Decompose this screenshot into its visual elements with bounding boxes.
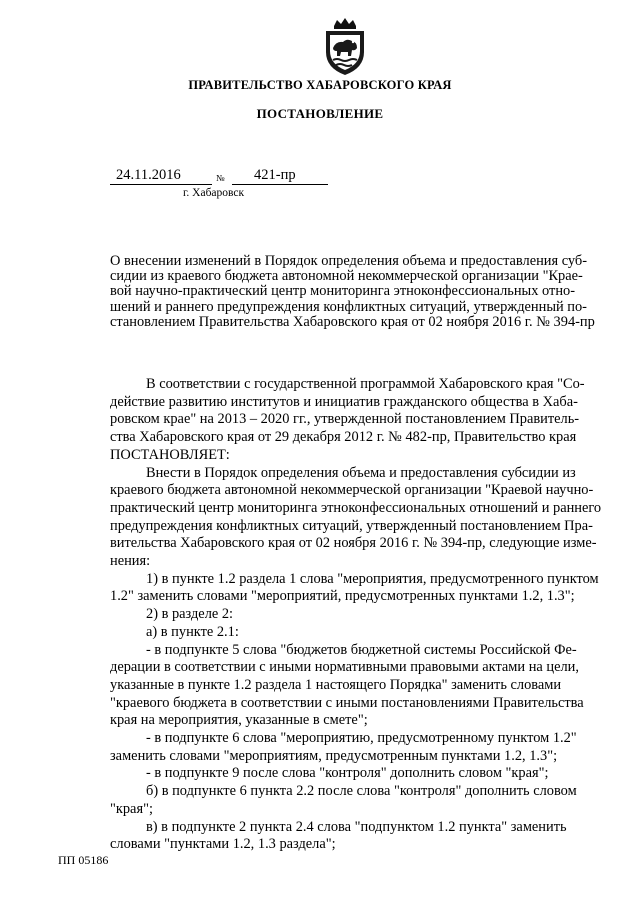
body-line: - в подпункте 9 после слова "контроля" дополнить словом "края"; [146, 765, 549, 782]
body-line: нения: [110, 553, 151, 570]
document-number: 421-пр [232, 167, 328, 185]
document-type-title: ПОСТАНОВЛЕНИЕ [256, 106, 384, 121]
body-line: практический центр мониторинга этноконфессиональных отношений и раннего [110, 499, 602, 516]
body-line: - в подпункте 5 слова "бюджетов бюджетной системы Российской Фе- [146, 641, 577, 658]
body-line: заменить словами "мероприятиям, предусмотренным пунктами 1.2, 1.3"; [110, 747, 558, 764]
body-line: 1.2" заменить словами "мероприятий, предусмотренных пунктами 1.2, 1.3"; [110, 588, 575, 605]
document-city: г. Хабаровск [183, 187, 245, 199]
body-line: словами "пунктами 1.2, 1.3 раздела"; [110, 836, 336, 853]
body-line: в) в подпункте 2 пункта 2.4 слова "подпунктом 1.2 пункта" заменить [146, 818, 567, 835]
body-line: 2) в разделе 2: [146, 606, 234, 623]
document-body [110, 376, 610, 854]
document-date: 24.11.2016 [110, 167, 212, 185]
body-line: В соответствии с государственной программой Хабаровского края "Со- [146, 376, 585, 392]
body-line: "краевого бюджета в соответствии с иными постановлениями Правительства [110, 694, 584, 711]
body-line: 1) в пункте 1.2 раздела 1 слова "мероприятия, предусмотренного пунктом [146, 570, 599, 587]
body-line: указанные в пункте 1.2 раздела 1 настоящего Порядка" заменить словами [110, 676, 562, 693]
subject-line: О внесении изменений в Порядок определения объема и предоставления суб- [110, 253, 588, 269]
body-line: краевого бюджета автономной некоммерческой организации "Краевой научно- [110, 482, 594, 499]
subject-line: становлением Правительства Хабаровского края от 02 ноября 2016 г. № 394-пр [110, 313, 595, 330]
body-line: "края"; [110, 800, 153, 817]
body-line: а) в пункте 2.1: [146, 623, 239, 640]
number-sign: № [216, 173, 225, 183]
body-line: ПОСТАНОВЛЯЕТ: [110, 446, 230, 463]
subject-line: шений и раннего предупреждения конфликтных ситуаций, утвержденный по- [110, 298, 587, 315]
body-line: дерации в соответствии с иными нормативными правовыми актами на цели, [110, 659, 579, 676]
document-subject [110, 254, 610, 330]
subject-line: сидии из краевого бюджета автономной некоммерческой организации "Крае- [110, 268, 583, 285]
body-line: Внести в Порядок определения объема и предоставления субсидии из [146, 464, 576, 481]
body-line: б) в подпункте 6 пункта 2.2 после слова "контроля" дополнить словом [146, 783, 577, 800]
body-line: ства Хабаровского края от 29 декабря 2012 г. № 482-пр, Правительство края [110, 429, 577, 446]
body-line: вительства Хабаровского края от 02 ноября 2016 г. № 394-пр, следующие изме- [110, 535, 597, 552]
body-line: края на мероприятия, указанные в смете"; [110, 712, 368, 729]
document-footer-code: ПП 05186 [58, 853, 109, 867]
subject-line: вой научно-практический центр мониторинга этноконфессиональных отно- [110, 283, 576, 300]
body-line: предупреждения конфликтных ситуаций, утвержденный постановлением Пра- [110, 517, 593, 534]
body-line: - в подпункте 6 слова "мероприятию, предусмотренному пунктом 1.2" [146, 730, 577, 747]
body-line: действие развитию институтов и инициатив гражданского общества в Хаба- [110, 393, 578, 410]
khabarovsk-coat-of-arms-icon [322, 18, 368, 76]
government-title: ПРАВИТЕЛЬСТВО ХАБАРОВСКОГО КРАЯ [188, 78, 452, 92]
body-line: ровском крае" на 2013 – 2020 гг., утвержденной постановлением Правитель- [110, 411, 580, 428]
